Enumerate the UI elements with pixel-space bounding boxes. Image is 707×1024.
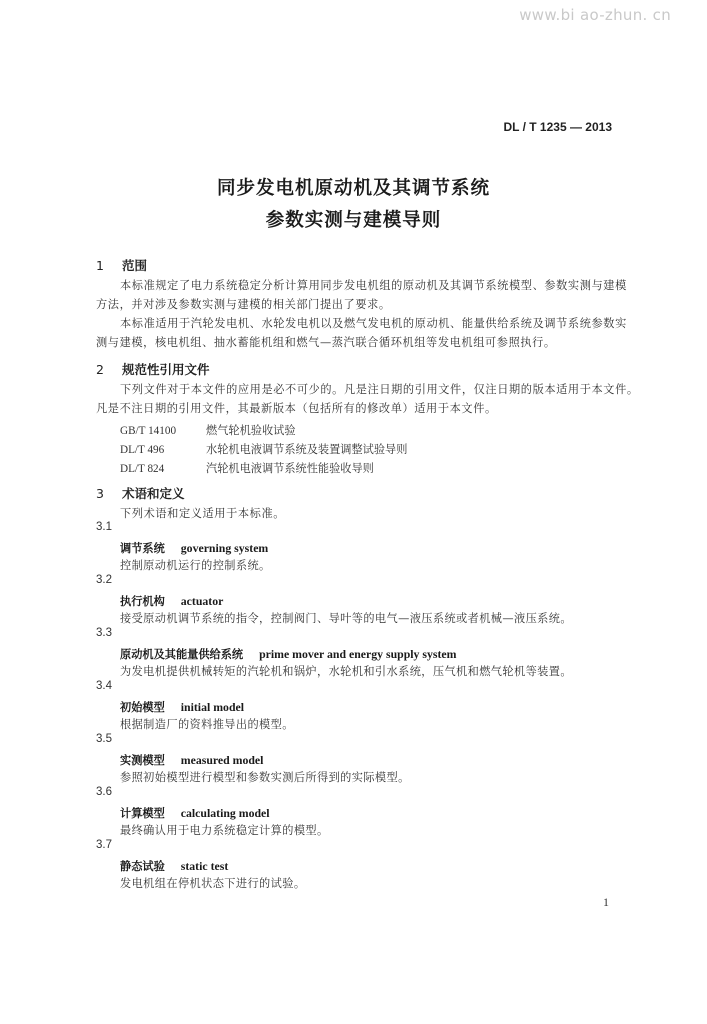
section-number: 1 <box>96 258 104 273</box>
term-heading <box>120 646 456 662</box>
reference-title: 水轮机电液调节系统及装置调整试验导则 <box>206 443 408 456</box>
section-number: 2 <box>96 362 104 377</box>
reference-title: 燃气轮机验收试验 <box>206 424 296 437</box>
watermark: www.bi ao-zhun. cn <box>519 6 671 24</box>
term-definition: 控制原动机运行的控制系统。 <box>120 559 271 572</box>
section-title: 范围 <box>122 258 148 273</box>
paragraph-line: 本标准适用于汽轮发电机、水轮发电机以及燃气发电机的原动机、能量供给系统及调节系统参数实 <box>120 317 627 330</box>
section-intro: 下列术语和定义适用于本标准。 <box>120 507 286 520</box>
document-title-line-2: 参数实测与建模导则 <box>265 210 442 231</box>
term-heading <box>120 805 270 821</box>
reference-item <box>120 460 374 476</box>
reference-code: DL/T 824 <box>120 463 165 475</box>
paragraph-line: 方法，并对涉及参数实测与建模的相关部门提出了要求。 <box>96 298 391 311</box>
document-number: DL / T 1235 — 2013 <box>503 120 612 134</box>
term-definition: 最终确认用于电力系统稳定计算的模型。 <box>120 824 329 837</box>
document-title-line-1: 同步发电机原动机及其调节系统 <box>216 178 490 199</box>
reference-code: GB/T 14100 <box>120 425 177 437</box>
term-zh: 初始模型 <box>120 701 165 714</box>
term-en: measured model <box>180 753 264 767</box>
paragraph-line: 下列文件对于本文件的应用是必不可少的。凡是注日期的引用文件，仅注日期的版本适用于本文件。 <box>120 383 639 396</box>
term-zh: 计算模型 <box>120 807 165 820</box>
term-heading <box>120 593 223 609</box>
section-1-heading <box>96 256 147 274</box>
term-number: 3.5 <box>96 733 112 745</box>
term-number: 3.3 <box>96 627 112 639</box>
term-heading <box>120 752 263 768</box>
section-title: 术语和定义 <box>122 486 185 501</box>
term-zh: 实测模型 <box>120 754 165 767</box>
section-title: 规范性引用文件 <box>122 362 210 377</box>
section-number: 3 <box>96 486 104 501</box>
section-2-heading <box>96 360 210 378</box>
term-heading <box>120 699 244 715</box>
term-definition: 根据制造厂的资料推导出的模型。 <box>120 718 294 731</box>
reference-item <box>120 422 296 438</box>
term-number: 3.7 <box>96 839 112 851</box>
term-en: actuator <box>180 594 224 608</box>
paragraph-line: 测与建模，核电机组、抽水蓄能机组和燃气—蒸汽联合循环机组等发电机组可参照执行。 <box>96 336 556 349</box>
section-3-heading <box>96 484 185 502</box>
term-number: 3.2 <box>96 574 112 586</box>
reference-title: 汽轮机电液调节系统性能验收导则 <box>206 462 374 475</box>
term-zh: 原动机及其能量供给系统 <box>120 648 244 661</box>
term-number: 3.6 <box>96 786 112 798</box>
reference-item <box>120 441 407 457</box>
term-definition: 为发电机提供机械转矩的汽轮机和锅炉，水轮机和引水系统，压气机和燃气轮机等装置。 <box>120 665 572 678</box>
term-en: static test <box>180 859 229 873</box>
page-number: 1 <box>603 895 609 909</box>
term-heading <box>120 858 228 874</box>
reference-code: DL/T 496 <box>120 444 165 456</box>
term-definition: 发电机组在停机状态下进行的试验。 <box>120 877 306 890</box>
term-definition: 接受原动机调节系统的指令，控制阀门、导叶等的电气—液压系统或者机械—液压系统。 <box>120 612 572 625</box>
term-zh: 调节系统 <box>120 542 165 555</box>
term-en: initial model <box>180 700 245 714</box>
paragraph-line: 本标准规定了电力系统稳定分析计算用同步发电机组的原动机及其调节系统模型、参数实测与建模 <box>120 279 627 292</box>
paragraph-line: 凡是不注日期的引用文件，其最新版本（包括所有的修改单）适用于本文件。 <box>96 402 497 415</box>
term-definition: 参照初始模型进行模型和参数实测后所得到的实际模型。 <box>120 771 410 784</box>
term-en: calculating model <box>180 806 270 820</box>
term-zh: 执行机构 <box>120 595 165 608</box>
term-heading <box>120 540 268 556</box>
term-en: prime mover and energy supply system <box>259 647 457 661</box>
term-zh: 静态试验 <box>120 860 165 873</box>
term-number: 3.4 <box>96 680 112 692</box>
term-number: 3.1 <box>96 521 112 533</box>
term-en: governing system <box>180 541 269 555</box>
